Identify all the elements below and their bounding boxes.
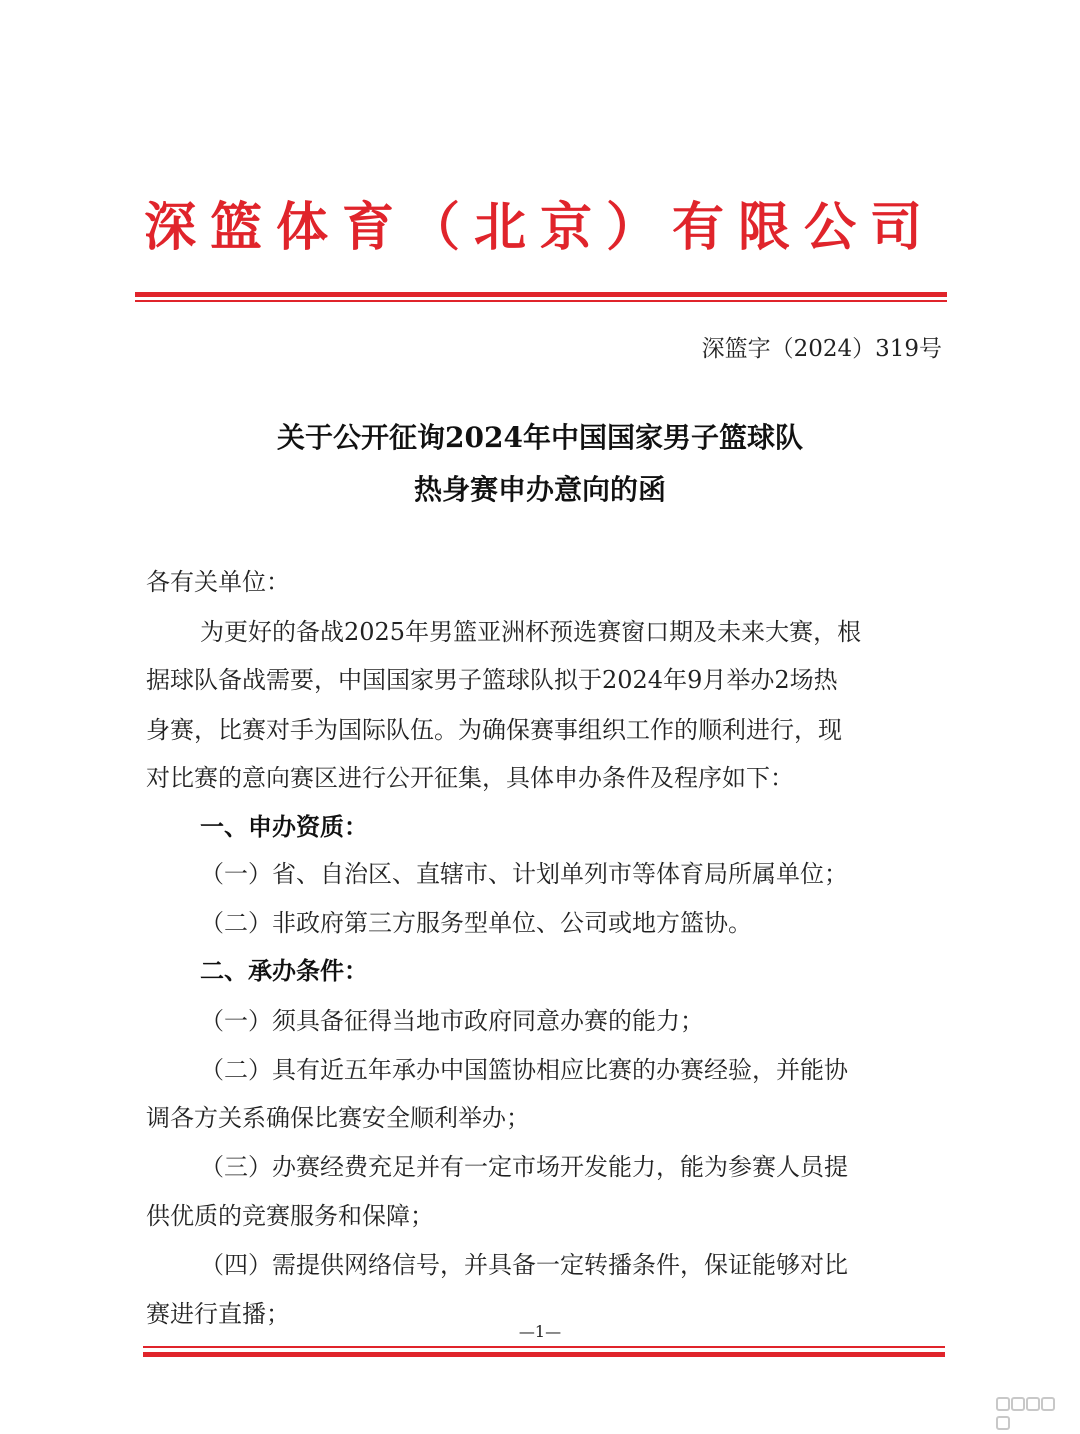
section-2-line-4: （三）办赛经费充足并有一定市场开发能力，能为参赛人员提	[200, 1153, 848, 1181]
intro-line-3: 身赛，比赛对手为国际队伍。为确保赛事组织工作的顺利进行，现	[146, 716, 842, 744]
header-rule-thick	[135, 292, 947, 297]
watermark-logo-icon	[996, 1396, 1066, 1410]
section-2-line-5: 供优质的竞赛服务和保障；	[146, 1202, 434, 1230]
header-rule-thin	[135, 300, 947, 302]
section-1-item-1: （一）省、自治区、直辖市、计划单列市等体育局所属单位；	[200, 860, 848, 888]
section-2-line-6: （四）需提供网络信号，并具备一定转播条件，保证能够对比	[200, 1251, 848, 1279]
section-2-line-2: （二）具有近五年承办中国篮协相应比赛的办赛经验，并能协	[200, 1056, 848, 1084]
footer-rule-thin	[143, 1346, 945, 1348]
section-2-heading: 二、承办条件：	[200, 957, 368, 985]
salutation: 各有关单位：	[146, 568, 290, 596]
section-1-heading: 一、申办资质：	[200, 813, 368, 841]
intro-line-2: 据球队备战需要，中国国家男子篮球队拟于2024年9月举办2场热	[146, 666, 838, 694]
document-title-line-1: 关于公开征询2024年中国国家男子篮球队	[277, 421, 803, 454]
section-1-item-2: （二）非政府第三方服务型单位、公司或地方篮协。	[200, 909, 752, 937]
document-title-line-2: 热身赛申办意向的函	[413, 473, 666, 506]
section-2-line-1: （一）须具备征得当地市政府同意办赛的能力；	[200, 1007, 704, 1035]
intro-line-4: 对比赛的意向赛区进行公开征集，具体申办条件及程序如下：	[146, 764, 794, 792]
section-2-line-7: 赛进行直播；	[146, 1300, 290, 1328]
page-number: —1—	[518, 1322, 562, 1341]
organization-name: 深篮体育（北京）有限公司	[143, 198, 936, 258]
document-number: 深篮字（2024）319号	[701, 336, 942, 362]
section-2-line-3: 调各方关系确保比赛安全顺利举办；	[146, 1104, 530, 1132]
footer-rule-thick	[143, 1352, 945, 1357]
intro-line-1: 为更好的备战2025年男篮亚洲杯预选赛窗口期及未来大赛，根	[200, 618, 862, 646]
